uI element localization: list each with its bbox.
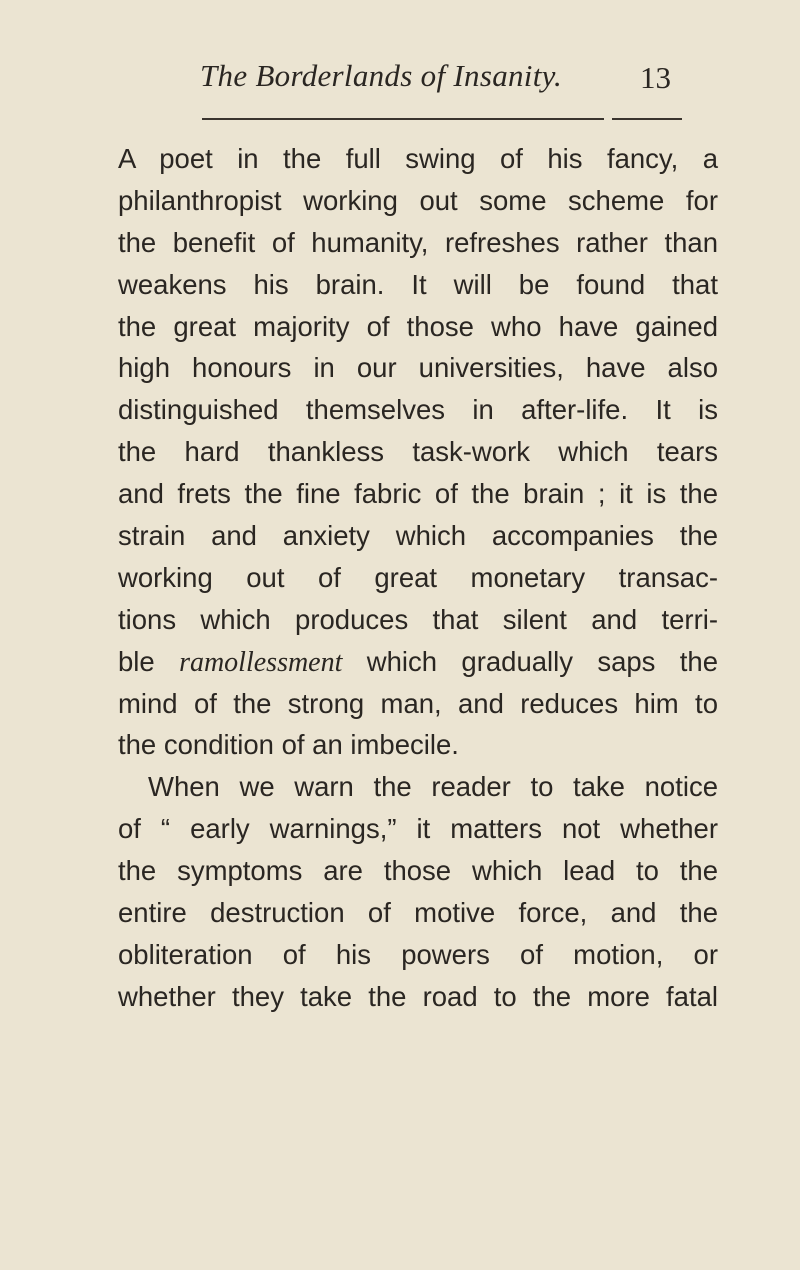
text-line: of “ early warnings,” it matters not whether <box>118 813 718 845</box>
text-line: the hard thankless task-work which tears <box>118 436 718 468</box>
text-line: the benefit of humanity, refreshes rather than <box>118 226 718 258</box>
text-fragment: which gradually saps the <box>366 645 719 677</box>
text-line: the great majority of those who have gained <box>118 310 718 342</box>
text-fragment: ble <box>118 645 155 677</box>
text-line: the condition of an imbecile. <box>118 729 459 761</box>
text-line: mind of the strong man, and reduces him to <box>118 687 718 719</box>
text-line: entire destruction of motive force, and the <box>118 897 718 929</box>
text-line: tions which produces that silent and terri- <box>118 603 718 635</box>
text-line: When we warn the reader to take notice <box>148 771 718 803</box>
text-line: obliteration of his powers of motion, or <box>118 938 718 970</box>
text-line: the symptoms are those which lead to the <box>118 855 718 887</box>
text-line-with-italic <box>118 641 718 683</box>
text-line: and frets the fine fabric of the brain ; it is the <box>118 478 718 510</box>
body-text <box>118 138 718 1018</box>
running-title: The Borderlands of Insanity. <box>200 58 563 93</box>
page-number: 13 <box>640 60 671 95</box>
text-line: A poet in the full swing of his fancy, a <box>118 143 718 174</box>
header-rule <box>202 118 604 120</box>
text-line: high honours in our universities, have also <box>118 352 718 384</box>
text-line: philanthropist working out some scheme for <box>118 184 718 216</box>
text-line: weakens his brain. It will be found that <box>118 268 718 300</box>
running-head <box>0 58 800 102</box>
text-line: distinguished themselves in after-life. It is <box>118 394 718 426</box>
italic-word: ramollessment <box>179 646 343 678</box>
text-line: working out of great monetary transac- <box>118 561 718 593</box>
text-line: whether they take the road to the more fatal <box>118 980 718 1012</box>
text-line: strain and anxiety which accompanies the <box>118 520 718 552</box>
header-rule-short <box>612 118 682 120</box>
